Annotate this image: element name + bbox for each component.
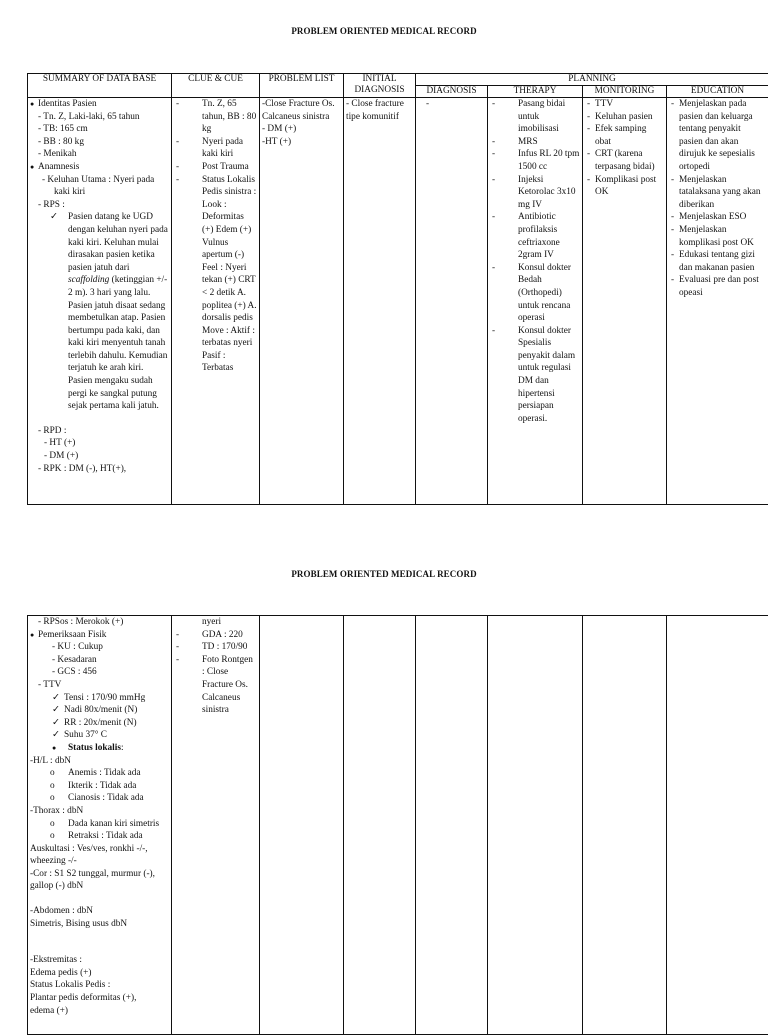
monitoring-item: - CRT (karena terpasang bidai) (585, 148, 664, 173)
page-title-2: PROBLEM ORIENTED MEDICAL RECORD (0, 569, 768, 579)
status-lokalis-heading: ● Status lokalis: (30, 742, 169, 755)
therapy-cell-2 (488, 616, 583, 1035)
clue-cell (172, 98, 260, 505)
education-item: - Edukasi tentang gizi dan makanan pasien (669, 249, 766, 274)
auskultasi-text: Auskultasi : Ves/ves, ronkhi -/-, wheezing -/- (30, 843, 169, 868)
ttv-item: ✓ Nadi 80x/menit (N) (30, 704, 169, 717)
ttv-item: ✓ Tensi : 170/90 mmHg (30, 692, 169, 705)
pf-item: - KU : Cukup (30, 641, 169, 654)
initial-diagnosis-cell-2 (344, 616, 416, 1035)
problem-list-cell-2 (260, 616, 344, 1035)
rpd-item: - HT (+) (30, 437, 169, 450)
ttv-label: - TTV (30, 679, 169, 692)
diagnosis-cell-2 (416, 616, 488, 1035)
identitas-item: - BB : 80 kg (30, 136, 169, 149)
header-problem-list: PROBLEM LIST (260, 74, 344, 98)
hl-item: o Cianosis : Tidak ada (30, 792, 169, 805)
problem-list-cell (260, 98, 344, 505)
education-item: - Menjelaskan pada pasien dan keluarga tentang penyakit pasien dan akan dirujuk ke sepesialis ortopedi (669, 98, 766, 174)
header-monitoring: MONITORING (583, 86, 667, 98)
rpk-text: - RPK : DM (-), HT(+), (30, 463, 169, 476)
identitas-item: - Menikah (30, 148, 169, 161)
pomr-table-page2 (27, 615, 768, 1035)
header-planning: PLANNING (416, 74, 768, 86)
anamnesis-heading: ● Anamnesis (30, 161, 169, 174)
education-item: - Menjelaskan komplikasi post OK (669, 224, 766, 249)
thorax-item: o Dada kanan kiri simetris (30, 818, 169, 831)
ttv-item: ✓ Suhu 37° C (30, 729, 169, 742)
clue-item: - Nyeri pada kaki kiri (174, 136, 257, 161)
clue-continuation: nyeri (174, 616, 257, 629)
plantar-text: Plantar pedis deformitas (+), (30, 992, 169, 1005)
problem-item: -Close Fracture Os. Calcaneus sinistra (262, 98, 341, 123)
rpd-item: - DM (+) (30, 450, 169, 463)
problem-item: - DM (+) (262, 123, 341, 136)
education-cell (667, 98, 768, 505)
abdomen-text: Simetris, Bising usus dbN (30, 918, 169, 931)
monitoring-item: - TTV (585, 98, 664, 111)
header-therapy: THERAPY (488, 86, 583, 98)
thorax-item: o Retraksi : Tidak ada (30, 830, 169, 843)
therapy-item: - Infus RL 20 tpm 1500 cc (490, 148, 580, 173)
therapy-item: - Injeksi Ketorolac 3x10 mg IV (490, 174, 580, 212)
hl-label: -H/L : dbN (30, 755, 169, 768)
clue-item: - Tn. Z, 65 tahun, BB : 80 kg (174, 98, 257, 136)
rps-text: ✓ Pasien datang ke UGD dengan keluhan nyeri pada kaki kiri. Keluhan mulai dirasakan pasien ketika pasien jatuh dari scaffolding (ketinggian +/- 2 m). 3 hari yang lalu. Pasien jatuh disaat sedang membetulkan atap. Pasien bertumpu pada kaki, dan kaki kiri menyentuh tanah terlebih dahulu. Kemudian terjatuh ke arah kiri. Pasien mengaku sudah pergi ke sangkal putung sejak pertama kali jatuh. (30, 211, 169, 413)
hl-item: o Anemis : Tidak ada (30, 767, 169, 780)
ekstremitas-label: -Ekstremitas : (30, 954, 169, 967)
rpd-label: - RPD : (30, 425, 169, 438)
identitas-item: - Tn. Z, Laki-laki, 65 tahun (30, 111, 169, 124)
thorax-label: -Thorax : dbN (30, 805, 169, 818)
keluhan-utama: - Keluhan Utama : Nyeri pada kaki kiri (30, 174, 169, 199)
header-clue: CLUE & CUE (172, 74, 260, 98)
pf-item: - GCS : 456 (30, 666, 169, 679)
therapy-item: - Konsul dokter Spesialis penyakit dalam untuk regulasi DM dan hipertensi persiapan operasi. (490, 325, 580, 426)
header-diagnosis: DIAGNOSIS (416, 86, 488, 98)
therapy-item: - MRS (490, 136, 580, 149)
header-education: EDUCATION (667, 86, 768, 98)
status-pedis-label: Status Lokalis Pedis : (30, 979, 169, 992)
rps-label: - RPS : (30, 199, 169, 212)
therapy-cell (488, 98, 583, 505)
clue-item: - TD : 170/90 (174, 641, 257, 654)
summary-cell (28, 98, 172, 505)
abdomen-label: -Abdomen : dbN (30, 905, 169, 918)
clue-cell-2 (172, 616, 260, 1035)
therapy-item: - Pasang bidai untuk imobilisasi (490, 98, 580, 136)
diagnosis-cell: - (416, 98, 488, 505)
page-title: PROBLEM ORIENTED MEDICAL RECORD (0, 26, 768, 36)
header-summary: SUMMARY OF DATA BASE (28, 74, 172, 98)
edema-text: Edema pedis (+) (30, 967, 169, 980)
identitas-item: - TB: 165 cm (30, 123, 169, 136)
identitas-heading: ● Identitas Pasien (30, 98, 169, 111)
rpsos-text: - RPSos : Merokok (+) (30, 616, 169, 629)
edema2-text: edema (+) (30, 1005, 169, 1018)
monitoring-cell (583, 98, 667, 505)
clue-item: - Foto Rontgen : Close Fracture Os. Calcaneus sinistra (174, 654, 257, 717)
therapy-item: - Konsul dokter Bedah (Orthopedi) untuk rencana operasi (490, 262, 580, 325)
clue-item: - Status Lokalis Pedis sinistra : Look : Deformitas (+) Edem (+) Vulnus apertum (-) Feel : Nyeri tekan (+) CRT < 2 detik A. poplitea (+) A. dorsalis pedis Move : Aktif : terbatas nyeri Pasif : Terbatas (174, 174, 257, 376)
initial-diagnosis-cell: - Close fracture tipe komunitif (344, 98, 416, 505)
education-item: - Menjelaskan ESO (669, 211, 766, 224)
pf-item: - Kesadaran (30, 654, 169, 667)
monitoring-item: - Komplikasi post OK (585, 174, 664, 199)
ttv-item: ✓ RR : 20x/menit (N) (30, 717, 169, 730)
monitoring-cell-2 (583, 616, 667, 1035)
monitoring-item: - Efek samping obat (585, 123, 664, 148)
pemeriksaan-heading: ● Pemeriksaan Fisik (30, 629, 169, 642)
cor-text: -Cor : S1 S2 tunggal, murmur (-), gallop (-) dbN (30, 868, 169, 893)
clue-item: - Post Trauma (174, 161, 257, 174)
monitoring-item: - Keluhan pasien (585, 111, 664, 124)
education-item: - Evaluasi pre dan post opeasi (669, 274, 766, 299)
problem-item: -HT (+) (262, 136, 341, 149)
therapy-item: - Antibiotic profilaksis ceftriaxone 2gram IV (490, 211, 580, 261)
education-item: - Menjelaskan tatalaksana yang akan diberikan (669, 174, 766, 212)
header-initial-diagnosis: INITIAL DIAGNOSIS (344, 74, 416, 98)
summary-cell-2 (28, 616, 172, 1035)
education-cell-2 (667, 616, 768, 1035)
hl-item: o Ikterik : Tidak ada (30, 780, 169, 793)
pomr-table-page1 (27, 73, 768, 505)
clue-item: - GDA : 220 (174, 629, 257, 642)
